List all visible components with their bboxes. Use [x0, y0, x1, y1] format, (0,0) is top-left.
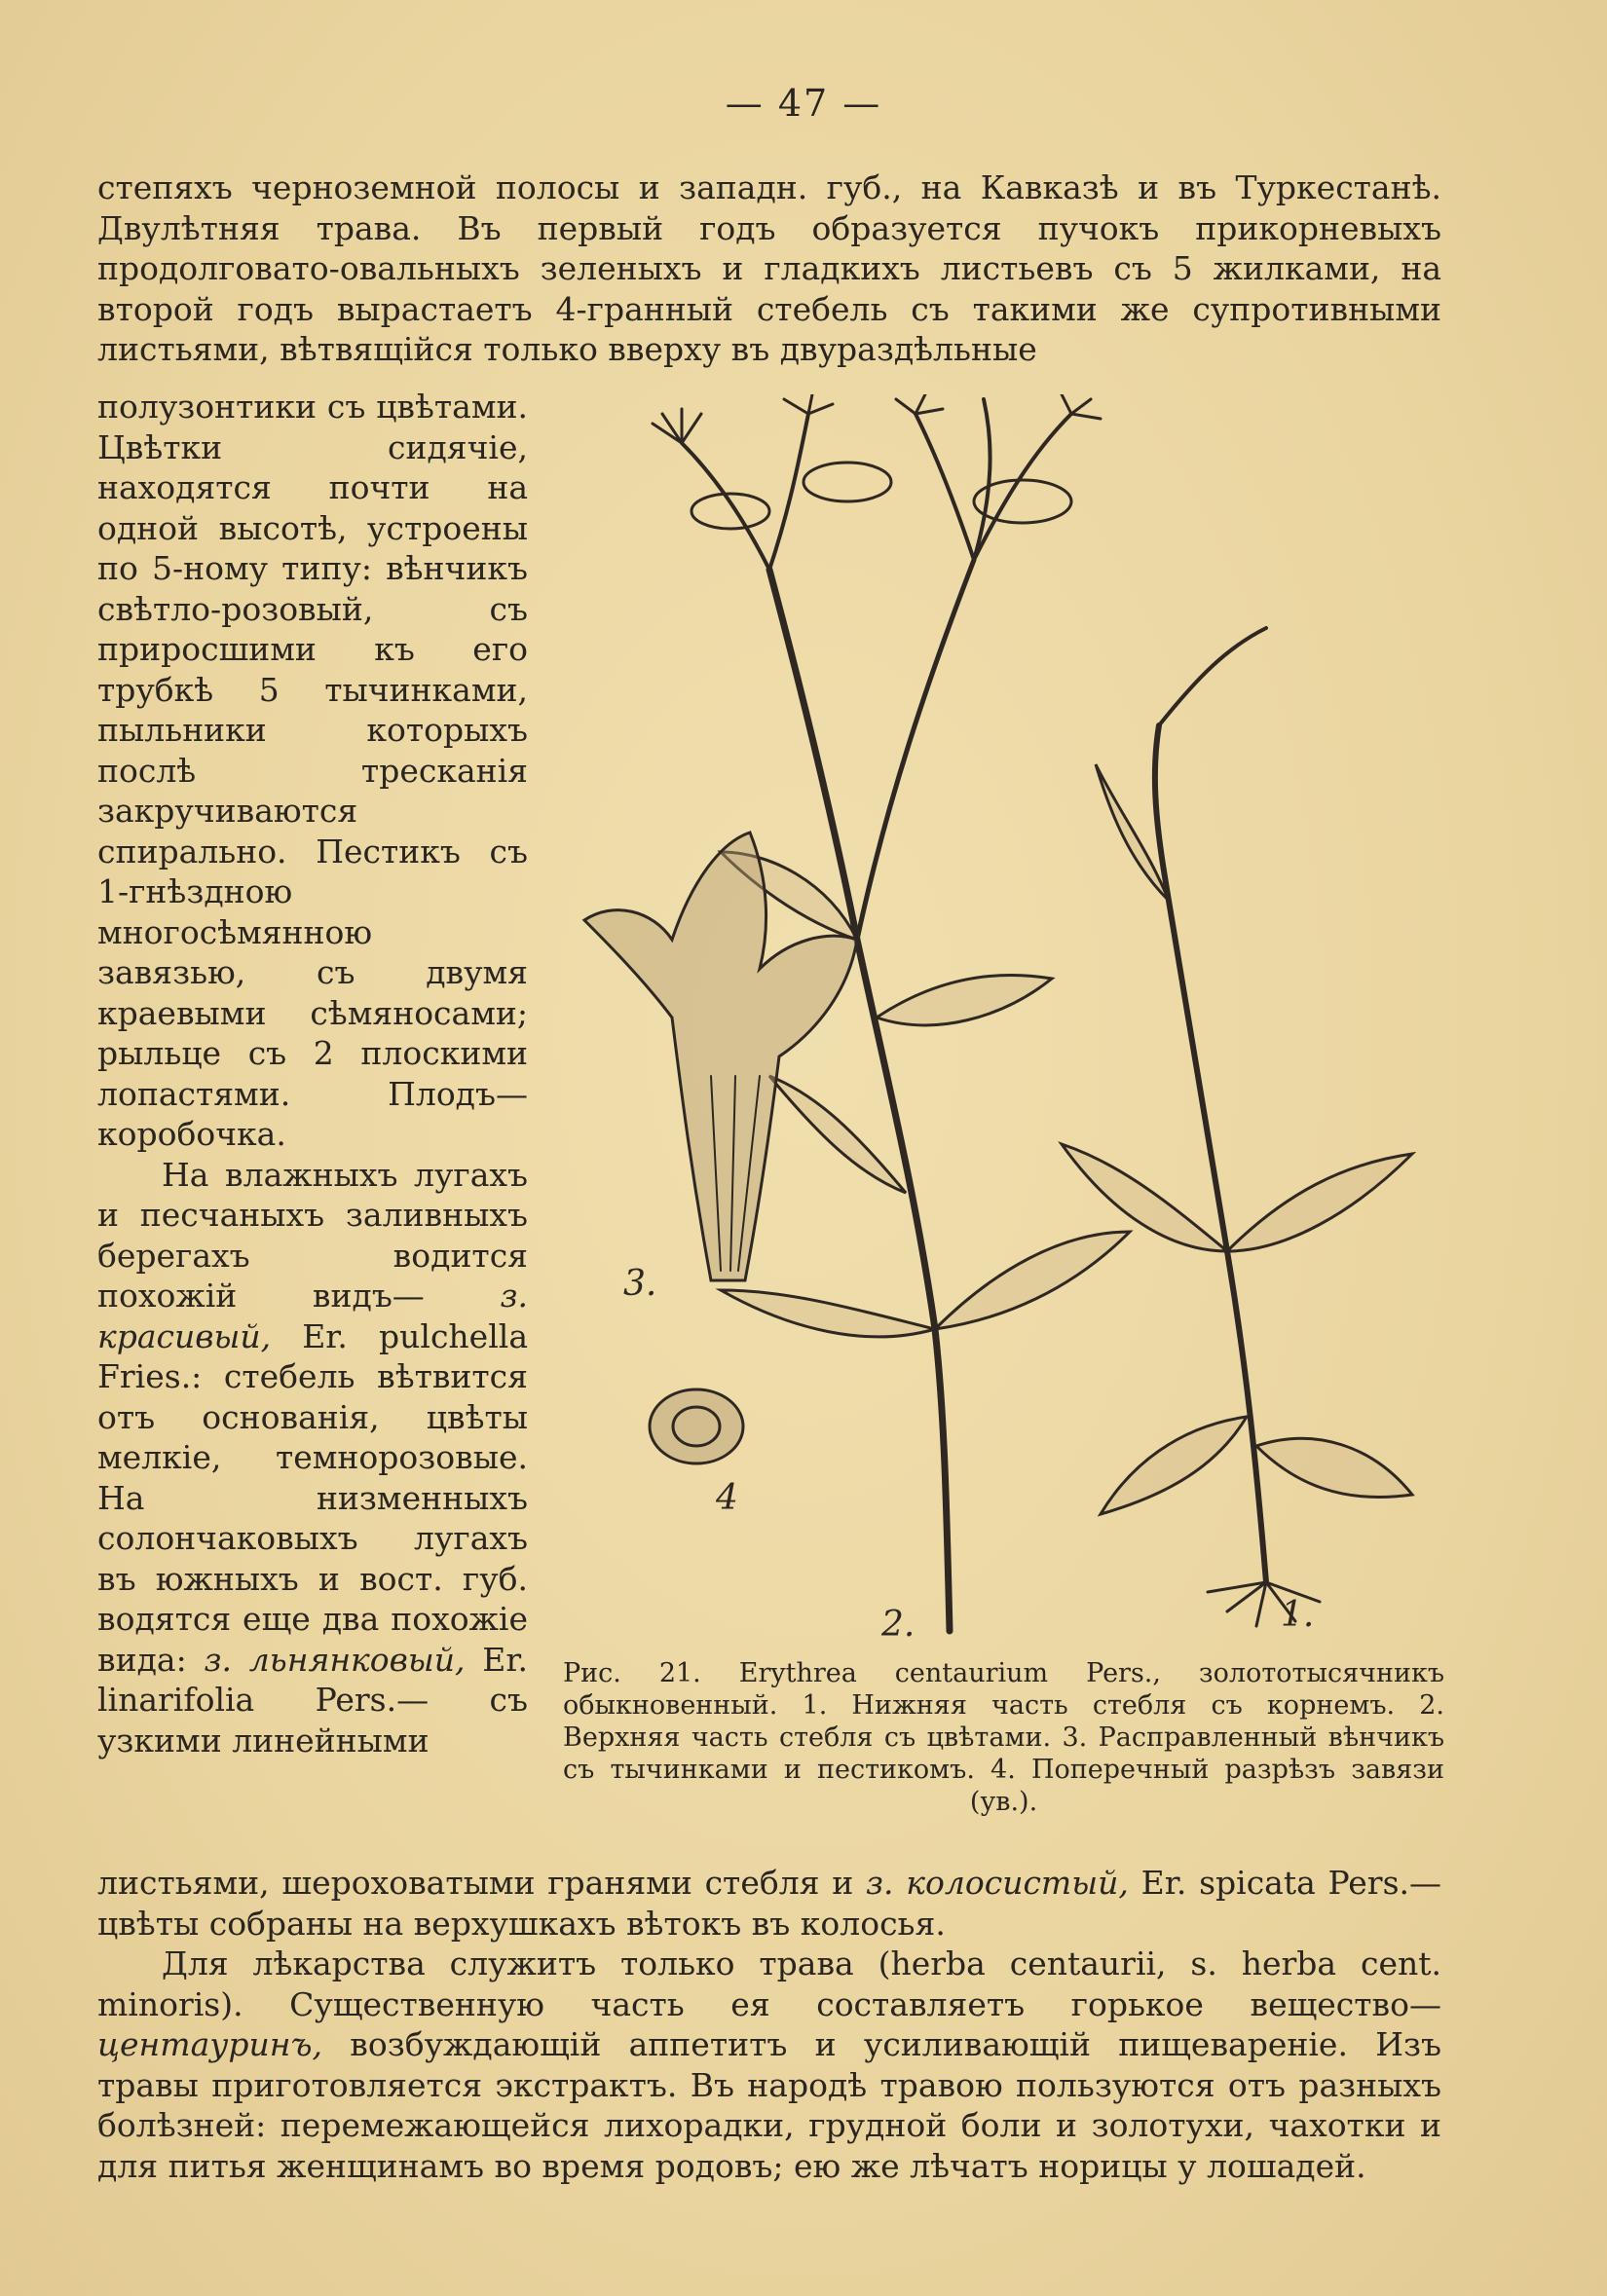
figure-label-2: 2. — [881, 1605, 916, 1645]
plant-drawing — [565, 394, 1441, 1650]
figure-label-1: 1. — [1281, 1595, 1315, 1635]
bottom-text-a: листьями, шероховатыми гранями стебля и — [97, 1864, 854, 1902]
species-name-pulchella: з. красивый, — [97, 1277, 528, 1355]
term-centaurin: центауринъ, — [97, 2025, 322, 2063]
figure-label-4: 4 — [716, 1478, 738, 1518]
bottom-paragraph-1 — [97, 1863, 1441, 1944]
page-number: — 47 — — [725, 82, 882, 125]
side-text-b: Er. pulchella Fries.: стебель вѣтвится отъ основанія, цвѣты мелкіе, темнорозовые. На низменныхъ солончаковыхъ лугахъ въ южныхъ и вост. губ. водятся еще два похожіе вида: — [97, 1316, 528, 1679]
paragraph-top — [97, 167, 1441, 370]
botanical-illustration — [565, 394, 1441, 1650]
side-paragraph-2 — [97, 1155, 528, 1761]
bottom-text-c: Для лѣкарства служитъ только трава (herba centaurii, s. herba cent. minoris). Существенную часть ея составляетъ горькое вещество— — [97, 1944, 1441, 2023]
paragraph-bottom — [97, 1863, 1441, 2186]
species-name-linarifolia: з. льнянковый, — [204, 1640, 466, 1679]
figure-caption: Рис. 21. Erythrea centaurium Pers., золототысячникъ обыкновенный. 1. Нижняя часть стебля съ корнемъ. 2. Верхняя часть стебля съ цвѣтами. 3. Расправленный вѣнчикъ съ тычинками и пестикомъ. 4. Поперечный разрѣзъ завязи (ув.). — [563, 1658, 1444, 1817]
side-text-a: На влажныхъ лугахъ и песчаныхъ заливныхъ берегахъ водится похожій видъ— — [97, 1155, 528, 1315]
bottom-paragraph-2 — [97, 1944, 1441, 2186]
side-column — [97, 387, 528, 1760]
paragraph-top-text: степяхъ черноземной полосы и западн. губ., на Кавказѣ и въ Туркестанѣ. Двулѣтняя трава. Въ первый годъ образуется пучокъ прикорневыхъ продолговато-овальныхъ зеленыхъ и гладкихъ листьевъ съ 5 жилками, на второй годъ вырастаетъ 4-гранный стебель съ такими же супротивными листьями, вѣтвящійся только вверху въ двураздѣльные — [97, 168, 1441, 368]
bottom-text-d: возбуждающій аппетитъ и усиливающій пищевареніе. Изъ травы приготовляется экстрактъ. Въ народѣ травою пользуются отъ разныхъ болѣзней: перемежающейся лихорадки, грудной боли и золотухи, чахотки и для питья женщинамъ во время родовъ; ею же лѣчатъ норицы у лошадей. — [97, 2025, 1441, 2185]
side-paragraph-1: полузонтики съ цвѣтами. Цвѣтки сидячіе, находятся почти на одной высотѣ, устроены по 5-ному типу: вѣнчикъ свѣтло-розовый, съ приросшими къ его трубкѣ 5 тычинками, пыльники которыхъ послѣ трескaнія закручиваются спирально. Пестикъ съ 1-гнѣздною многосѣмянною завязью, съ двумя краевыми сѣмяносами; рыльце съ 2 плоскими лопастями. Плодъ—коробочка. — [97, 388, 528, 1153]
side-text-c: Er. linarifolia Pers.— съ узкими линейными — [97, 1640, 528, 1759]
figure-label-3: 3. — [623, 1264, 657, 1304]
species-name-spicata: з. колосистый, — [866, 1864, 1129, 1902]
bottom-text-b: Er. spicata Pers.—цвѣты собраны на верхушкахъ вѣтокъ въ колосья. — [97, 1864, 1442, 1943]
